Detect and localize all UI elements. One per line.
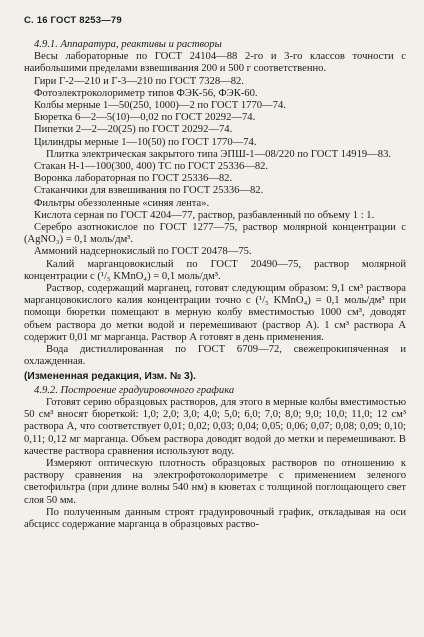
paragraph-flasks: Колбы мерные 1—50(250, 1000)—2 по ГОСТ 1770—74. (34, 100, 286, 112)
paragraph-optical-density: Измеряют оптическую плотность образцовых растворов по отношению к раствору сравнения на электрофотоколориметре с применением зеленого светофильтра (при длине волны 540 нм) в кюветах с толщиной поглощающего свет слоя 50 мм. (24, 457, 406, 506)
paragraph-sulfuric-acid: Кислота серная по ГОСТ 4204—77, раствор, разбавленный по объему 1 : 1. (34, 209, 375, 221)
page-header: С. 16 ГОСТ 8253—79 (24, 15, 122, 26)
section-heading-4-9-2: 4.9.2. Построение градуировочного графика (34, 384, 235, 396)
paragraph-filters: Фильтры обеззоленные «синяя лента». (34, 197, 210, 209)
section-heading-4-9-1: 4.9.1. Аппаратура, реактивы и растворы (34, 39, 222, 50)
paragraph-potassium-permanganate: Калий марганцовокислый по ГОСТ 20490—75, раствор молярной концентрации с (¹/₅ KMnO₄) = 0,1 моль/дм³. (24, 258, 406, 282)
paragraph-scales: Весы лабораторные по ГОСТ 24104—88 2-го и 3-го классов точности с наибольшими пределами взвешивания 200 и 500 г соответственно. (24, 51, 406, 75)
amendment-note: (Измененная редакция, Изм. № 3). (24, 371, 196, 383)
paragraph-weights: Гири Г-2—210 и Г-3—210 по ГОСТ 7328—82. (34, 75, 244, 87)
paragraph-ammonium-persulfate: Аммоний надсернокислый по ГОСТ 20478—75. (34, 246, 252, 258)
paragraph-burette: Бюретка 6—2—5(10)—0,02 по ГОСТ 20292—74. (34, 112, 256, 124)
paragraph-cylinders: Цилиндры мерные 1—10(50) по ГОСТ 1770—74. (34, 136, 257, 148)
body-text (24, 39, 406, 531)
paragraph-beaker: Стакан Н-1—100(300, 400) ТС по ГОСТ 25336—82. (34, 161, 269, 173)
paragraph-pipettes: Пипетки 2—2—20(25) по ГОСТ 20292—74. (34, 124, 233, 136)
paragraph-silver-nitrate: Серебро азотнокислое по ГОСТ 1277—75, раствор молярной концентрации с (AgNO₃) = 0,1 моль/дм³. (24, 222, 406, 246)
paragraph-solution-a: Раствор, содержащий марганец, готовят следующим образом: 9,1 см³ раствора марганцовокислого калия концентрации точно с (¹/₅ KMnO₄) = 0,1 моль/дм³ при помощи бюретки помещают в мерную колбу вместимостью 1000 см³, доводят объем раствора до метки водой и перемешивают (раствор А). 1 см³ раствора А содержит 0,01 мг марганца. Раствор А готовят в день применения. (24, 283, 406, 343)
paragraph-standard-series: Готовят серию образцовых растворов, для этого в мерные колбы вместимостью 50 см³ вносят бюреткой: 1,0; 2,0; 3,0; 4,0; 5,0; 6,0; 7,0; 8,0; 9,0; 10,0; 11,0; 12 см³ раствора А, что соответствует 0,01; 0,02; 0,03; 0,04; 0,05; 0,06; 0,07; 0,08; 0,09; 0,10; 0,11; 0,12 мг марганца. Объем раствора доводят водой до метки и перемешивают. В качестве раствора сравнения используют воду. (24, 396, 406, 457)
paragraph-colorimeter: Фотоэлектроколориметр типов ФЭК-56, ФЭК-60. (34, 87, 258, 99)
paragraph-hotplate: Плитка электрическая закрытого типа ЭПШ-1—08/220 по ГОСТ 14919—83. (46, 148, 392, 160)
paragraph-distilled-water: Вода дистиллированная по ГОСТ 6709—72, свежепрокипяченная и охлажденная. (24, 344, 406, 368)
paragraph-funnel: Воронка лабораторная по ГОСТ 25336—82. (34, 173, 233, 185)
paragraph-calibration-graph: По полученным данным строят градуировочный график, откладывая на оси абсцисс содержание марганца в образцовых раство- (24, 506, 406, 530)
paragraph-weighing-cups: Стаканчики для взвешивания по ГОСТ 25336—82. (34, 185, 264, 197)
